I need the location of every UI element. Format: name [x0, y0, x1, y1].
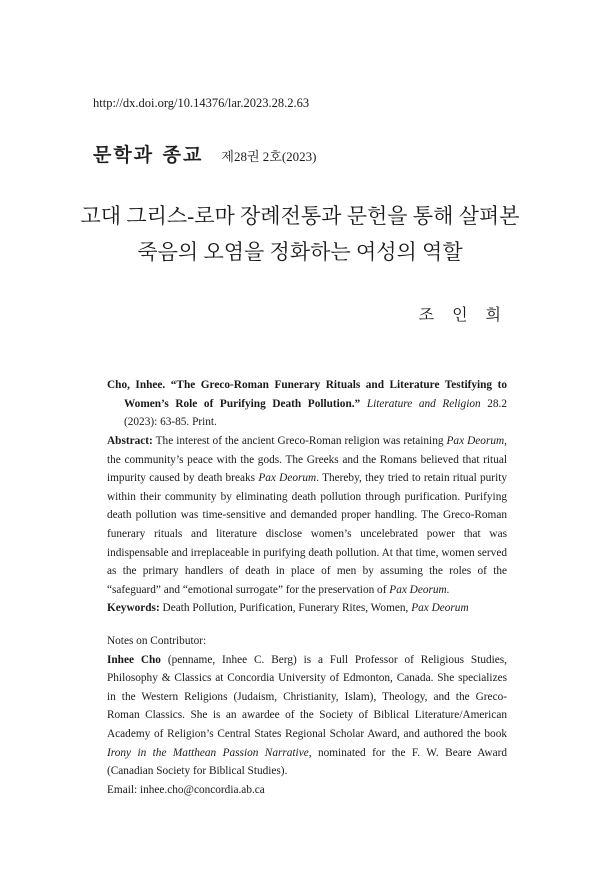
author-name: 조 인 희 [418, 307, 508, 324]
abstract-italic-2: Pax Deorum [258, 472, 317, 485]
abstract-italic-3: Pax Deorum. [389, 583, 450, 596]
article-title-line-1: 고대 그리스-로마 장례전통과 문헌을 통해 살펴본 [80, 204, 520, 228]
abstract-text-1: The interest of the ancient Greco-Roman religion was retaining [152, 435, 447, 447]
citation [107, 376, 507, 432]
citation-details: 28.2 (2023): 63-85. Print. [124, 397, 508, 429]
contributor-bio-1: (penname, Inhee C. Berg) is a Full Professor of Religious Studies, Philosophy & Classics at Concordia University of Edmonton, Canada. She specializes in the Western Religions (Judaism, Christianity, Islam), Theology, and the Greco-Roman Classics. She is an awardee of the Society of Biblical Literature/American Academy of Religion’s Central States Regional Scholar Award, and authored the book [107, 653, 507, 740]
abstract-text-3: . Thereby, they tried to retain ritual purity within their community by eliminating death pollution through purification. Purifying death pollution was time-sensitive and demanded proper handling. The Greco-Roman funerary rituals and literature disclose women’s uncelebrated power that was indispensable and irreplaceable in purifying death pollution. At that time, women served as the primary handlers of death in place of men by assuming the roles of the “safeguard” and “emotional surrogate” for the preservation of [107, 472, 507, 596]
keywords [107, 599, 507, 618]
keywords-italic: Pax Deorum [411, 602, 469, 614]
issue-info: 제28권 2호(2023) [221, 149, 317, 164]
keywords-label: Keywords: [107, 602, 160, 614]
citation-journal: Literature and Religion [366, 397, 481, 410]
contributor-notes [107, 632, 507, 799]
contributor-bio-2: , nominated for the F. W. Beare Award (Canadian Society for Biblical Studies). [107, 746, 508, 778]
abstract-italic-1: Pax Deorum [446, 435, 505, 447]
citation-author: Cho, Inhee. [107, 379, 166, 391]
contributor-book-title: Irony in the Matthean Passion Narrative [107, 746, 309, 759]
abstract [107, 432, 507, 599]
notes-heading: Notes on Contributor: [107, 635, 207, 647]
abstract-text-2: , the community’s peace with the gods. The Greeks and the Romans believed that ritual impurity caused by death breaks [107, 435, 507, 485]
contributor-name: Inhee Cho [107, 653, 161, 666]
doi-link[interactable]: http://dx.doi.org/10.14376/lar.2023.28.2.63 [93, 96, 310, 110]
article-title-line-2: 죽음의 오염을 정화하는 여성의 역할 [137, 240, 463, 264]
journal-logo: 문학과 종교 [93, 144, 204, 166]
contributor-email[interactable]: Email: inhee.cho@concordia.ab.ca [107, 783, 265, 796]
citation-title: “The Greco-Roman Funerary Rituals and Literature Testifying to Women’s Role of Purifying Death Pollution.” [124, 379, 507, 410]
keywords-text: Death Pollution, Purification, Funerary Rites, Women, [159, 602, 412, 614]
abstract-label: Abstract: [107, 435, 153, 447]
journal-header [93, 140, 316, 167]
